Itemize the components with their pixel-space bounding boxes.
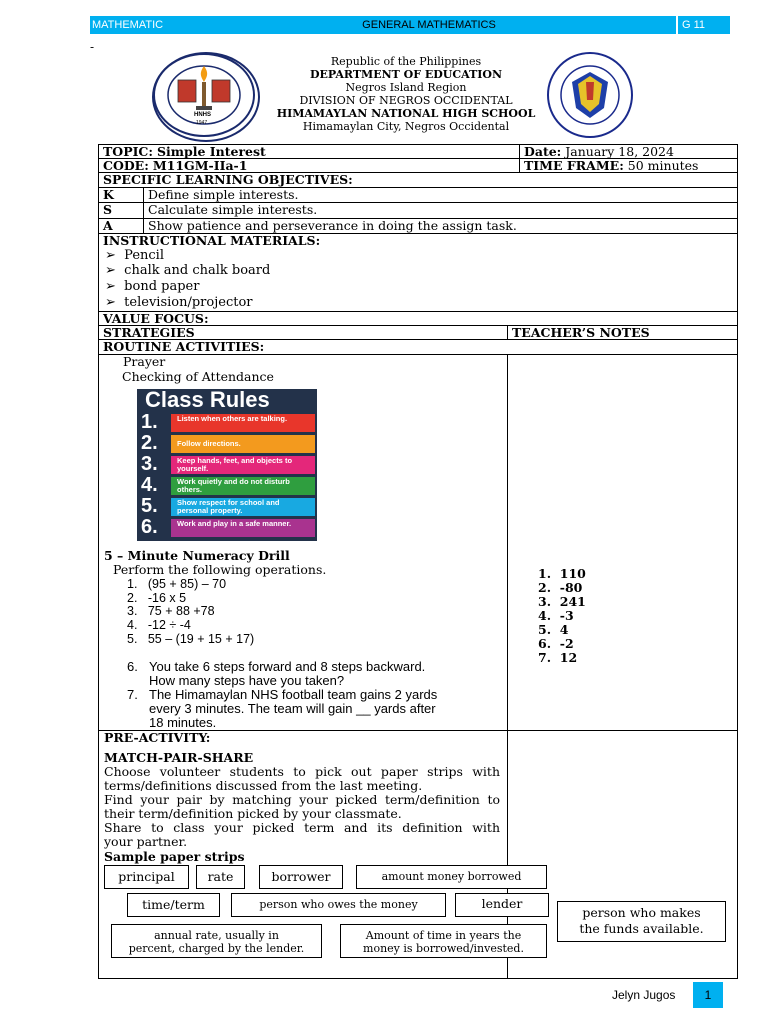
word-problem-line: 18 minutes. bbox=[149, 715, 217, 730]
word-problem-line: The Himamaylan NHS football team gains 2 yards bbox=[149, 687, 438, 702]
material-item-label: chalk and chalk board bbox=[124, 263, 271, 278]
class-rules-title: Class Rules bbox=[145, 387, 270, 412]
pre-activity-text: Find your pair by matching your picked term/definition to bbox=[104, 792, 500, 807]
answer-value: -80 bbox=[559, 580, 583, 595]
material-item-label: bond paper bbox=[124, 279, 200, 294]
drill-item-text: (95 + 85) – 70 bbox=[147, 577, 227, 591]
answer-number: 6. bbox=[538, 636, 552, 651]
objective-text-s: Calculate simple interests. bbox=[143, 202, 738, 219]
word-problem-number: 6. bbox=[127, 659, 138, 674]
header-subject: MATHEMATIC bbox=[90, 16, 182, 34]
objective-text-k: Define simple interests. bbox=[143, 187, 738, 203]
pre-activity-text: Share to class your picked term and its definition with bbox=[104, 820, 500, 835]
strip-time-term: time/term bbox=[127, 893, 220, 917]
drill-item-number: 4. bbox=[127, 618, 138, 632]
rule-text: Show respect for school and personal property. bbox=[177, 498, 280, 515]
rule-number: 6. bbox=[141, 516, 158, 538]
deped-seal-logo bbox=[546, 52, 634, 138]
answer-item bbox=[538, 637, 574, 651]
answer-number: 4. bbox=[538, 608, 552, 623]
rule-number: 2. bbox=[141, 432, 158, 454]
pre-activity-text: Choose volunteer students to pick out paper strips with bbox=[104, 764, 500, 779]
strip-person-owes: person who owes the money bbox=[231, 893, 446, 917]
answer-value: 4 bbox=[559, 622, 569, 637]
footer-author: Jelyn Jugos bbox=[612, 988, 676, 1002]
strip-lender: lender bbox=[455, 893, 549, 917]
strip-annual-rate bbox=[111, 924, 322, 958]
answer-value: 12 bbox=[559, 650, 578, 665]
topic-label: TOPIC: bbox=[103, 144, 153, 159]
rule-number: 3. bbox=[141, 453, 158, 475]
answer-item bbox=[538, 595, 586, 609]
answer-item bbox=[538, 567, 586, 581]
pre-activity-subheading: MATCH-PAIR-SHARE bbox=[104, 750, 254, 765]
pre-activity-text: your partner. bbox=[104, 834, 188, 849]
rule-number: 1. bbox=[141, 411, 158, 433]
date-label: Date: bbox=[524, 144, 562, 159]
arrow-bullet-icon: ➢ bbox=[105, 279, 116, 294]
rule-number: 4. bbox=[141, 474, 158, 496]
word-problem-line: You take 6 steps forward and 8 steps backward. bbox=[149, 659, 426, 674]
material-item bbox=[105, 249, 164, 263]
pre-activity-heading: PRE-ACTIVITY: bbox=[104, 730, 211, 745]
strip-principal: principal bbox=[104, 865, 189, 889]
strip-line: the funds available. bbox=[579, 921, 704, 936]
word-problem-line: every 3 minutes. The team will gain __ yards after bbox=[149, 701, 436, 716]
drill-item bbox=[127, 591, 186, 605]
drill-item bbox=[127, 604, 215, 618]
school-seal-abbr: HNHS bbox=[194, 112, 212, 118]
answer-item bbox=[538, 651, 577, 665]
strip-amount-of-time bbox=[340, 924, 547, 958]
strip-line: person who makes bbox=[582, 905, 701, 920]
drill-item-text: -16 x 5 bbox=[147, 591, 187, 605]
routine-notes-cell bbox=[507, 354, 738, 731]
class-rule bbox=[137, 434, 317, 454]
header-grade: G 11 bbox=[678, 16, 730, 34]
drill-item-text: -12 ÷ -4 bbox=[147, 618, 191, 632]
letterhead-city: Himamaylan City, Negros Occidental bbox=[302, 120, 510, 133]
timeframe-cell bbox=[519, 158, 738, 173]
objective-key-k: K bbox=[98, 187, 144, 203]
timeframe-value: 50 minutes bbox=[627, 158, 699, 173]
rule-text: Keep hands, feet, and objects to yourself. bbox=[177, 456, 293, 473]
page-number: 1 bbox=[693, 982, 723, 1008]
pre-activity-text: their term/definition picked by your classmate. bbox=[104, 806, 402, 821]
header-title: GENERAL MATHEMATICS bbox=[182, 16, 676, 34]
pre-activity-text: terms/definitions discussed from the last meeting. bbox=[104, 778, 423, 793]
answer-item bbox=[538, 609, 574, 623]
rule-number: 5. bbox=[141, 495, 158, 517]
drill-item-number: 2. bbox=[127, 591, 138, 605]
objective-text-a: Show patience and perseverance in doing the assign task. bbox=[143, 218, 738, 234]
answer-item bbox=[538, 581, 582, 595]
strip-line: annual rate, usually in bbox=[154, 929, 279, 942]
answer-number: 1. bbox=[538, 566, 552, 581]
arrow-bullet-icon: ➢ bbox=[105, 295, 116, 310]
strip-amount-borrowed: amount money borrowed bbox=[356, 865, 547, 889]
rule-text: Work quietly and do not disturb others. bbox=[177, 477, 290, 494]
strip-person-makes-funds bbox=[557, 901, 726, 942]
answer-value: -2 bbox=[559, 636, 574, 651]
letterhead-department: DEPARTMENT OF EDUCATION bbox=[309, 68, 503, 81]
drill-item-number: 3. bbox=[127, 604, 138, 618]
drill-item bbox=[127, 577, 226, 591]
answer-number: 7. bbox=[538, 650, 552, 665]
word-problem-line: How many steps have you taken? bbox=[149, 673, 345, 688]
class-rule bbox=[137, 497, 317, 517]
material-item bbox=[105, 296, 252, 310]
school-seal-year: 1947 bbox=[196, 120, 208, 126]
material-item bbox=[105, 264, 270, 278]
topic-cell bbox=[98, 144, 520, 159]
rule-text: Listen when others are talking. bbox=[177, 414, 288, 423]
routine-heading: ROUTINE ACTIVITIES: bbox=[98, 339, 738, 355]
teachers-notes-heading: TEACHER’S NOTES bbox=[507, 325, 738, 340]
answer-number: 5. bbox=[538, 622, 552, 637]
letterhead-region: Negros Island Region bbox=[345, 81, 467, 94]
class-rule bbox=[137, 455, 317, 475]
objectives-heading: SPECIFIC LEARNING OBJECTIVES: bbox=[98, 172, 738, 188]
drill-item-number: 5. bbox=[127, 632, 138, 646]
class-rule bbox=[137, 413, 317, 433]
drill-item bbox=[127, 618, 191, 632]
drill-heading: 5 – Minute Numeracy Drill bbox=[104, 548, 290, 563]
school-seal-logo bbox=[152, 52, 260, 142]
rule-text: Work and play in a safe manner. bbox=[177, 519, 292, 528]
strategies-heading: STRATEGIES bbox=[98, 325, 508, 340]
letterhead-division: DIVISION OF NEGROS OCCIDENTAL bbox=[299, 94, 513, 107]
answer-value: 241 bbox=[559, 594, 586, 609]
drill-item-number: 1. bbox=[127, 577, 138, 591]
objective-key-s: S bbox=[98, 202, 144, 219]
class-rules-poster bbox=[137, 389, 317, 541]
class-rule bbox=[137, 518, 317, 538]
answer-value: 110 bbox=[559, 566, 586, 581]
letterhead-school: HIMAMAYLAN NATIONAL HIGH SCHOOL bbox=[276, 107, 536, 120]
strip-line: percent, charged by the lender. bbox=[128, 942, 305, 955]
word-problem-number: 7. bbox=[127, 687, 138, 702]
arrow-bullet-icon: ➢ bbox=[105, 248, 116, 263]
code-label: CODE: bbox=[103, 158, 149, 173]
drill-item bbox=[127, 632, 254, 646]
code-value: M11GM-IIa-1 bbox=[152, 158, 248, 173]
topic-value: Simple Interest bbox=[156, 144, 266, 159]
strip-rate: rate bbox=[196, 865, 245, 889]
routine-prayer: Prayer bbox=[123, 354, 166, 369]
rule-text: Follow directions. bbox=[177, 439, 241, 448]
sample-strips-label: Sample paper strips bbox=[104, 849, 245, 864]
drill-item-text: 55 – (19 + 15 + 17) bbox=[147, 632, 255, 646]
header-dash: - bbox=[90, 40, 95, 54]
date-value: January 18, 2024 bbox=[565, 144, 674, 159]
drill-item-text: 75 + 88 +78 bbox=[147, 604, 215, 618]
material-item-label: television/projector bbox=[124, 295, 253, 310]
objective-key-a: A bbox=[98, 218, 144, 234]
arrow-bullet-icon: ➢ bbox=[105, 263, 116, 278]
material-item-label: Pencil bbox=[124, 248, 164, 263]
answer-item bbox=[538, 623, 568, 637]
strip-borrower: borrower bbox=[259, 865, 343, 889]
answer-number: 3. bbox=[538, 594, 552, 609]
date-cell bbox=[519, 144, 738, 159]
letterhead-republic: Republic of the Philippines bbox=[330, 55, 482, 68]
answer-value: -3 bbox=[559, 608, 574, 623]
strip-line: money is borrowed/invested. bbox=[363, 942, 524, 955]
timeframe-label: TIME FRAME: bbox=[524, 158, 624, 173]
answer-number: 2. bbox=[538, 580, 552, 595]
code-cell bbox=[98, 158, 520, 173]
drill-instruction: Perform the following operations. bbox=[113, 562, 327, 577]
material-item bbox=[105, 280, 199, 294]
value-focus: VALUE FOCUS: bbox=[98, 311, 738, 326]
class-rule bbox=[137, 476, 317, 496]
routine-attendance: Checking of Attendance bbox=[122, 369, 274, 384]
strip-line: Amount of time in years the bbox=[365, 929, 522, 942]
materials-heading: INSTRUCTIONAL MATERIALS: bbox=[103, 233, 321, 248]
